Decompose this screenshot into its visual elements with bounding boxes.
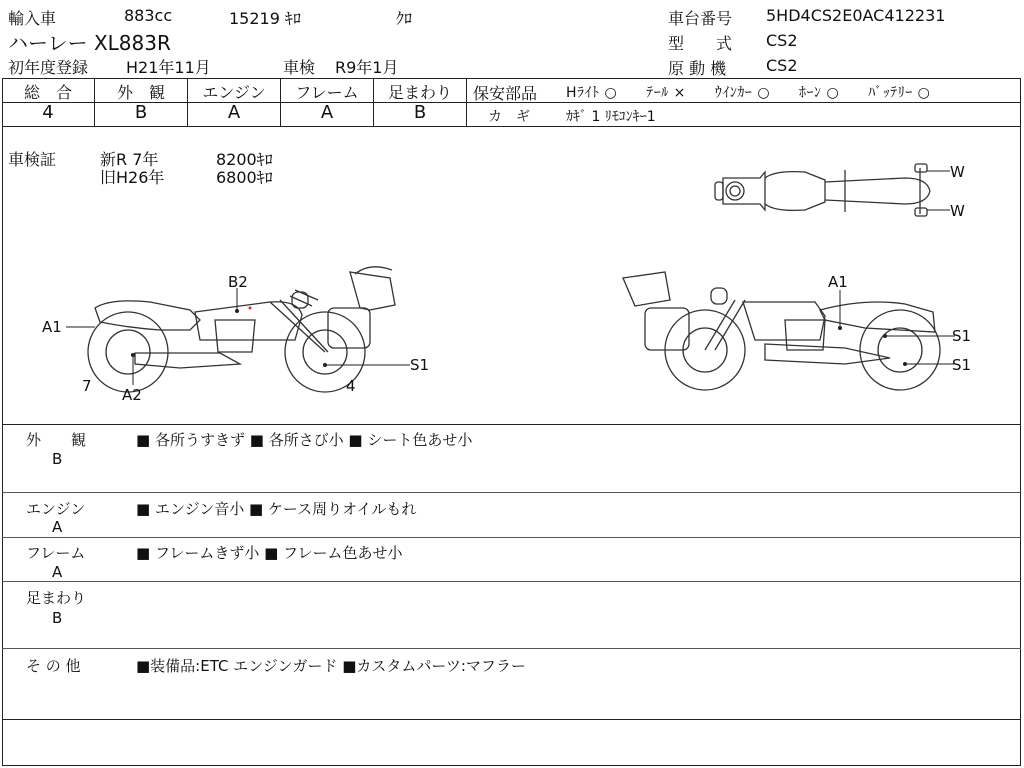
type-label: 型 式: [668, 34, 733, 53]
first-registration-label: 初年度登録: [8, 58, 89, 77]
section-other-notes: ■装備品:ETC エンジンガード ■カスタムパーツ:マフラー: [136, 657, 526, 675]
mark-left-a1: A1: [42, 318, 62, 336]
grade-value-exterior: B: [134, 102, 148, 123]
first-registration-value: H21年11月: [126, 58, 211, 77]
cert-old-label: 旧H26年: [100, 168, 165, 187]
model-name: ハーレー XL883R: [8, 31, 171, 55]
chassis-value: 5HD4CS2E0AC412231: [766, 6, 946, 25]
section-suspension-grade: B: [52, 609, 63, 627]
cert-old-value: 6800ｷﾛ: [216, 168, 273, 187]
grade-value-frame: A: [320, 102, 334, 123]
inspection-label: 車検: [283, 58, 316, 77]
motorcycle-right-diagram: [615, 260, 955, 400]
engine-value: CS2: [766, 56, 798, 75]
grade-value-overall: 4: [42, 102, 54, 123]
mark-right-a1: A1: [828, 273, 848, 291]
grade-value-engine: A: [227, 102, 241, 123]
section-exterior-grade: B: [52, 450, 63, 468]
section-exterior-notes: ■ 各所うすきず ■ 各所さび小 ■ シート色あせ小: [136, 431, 473, 449]
section-suspension-label: 足まわり: [26, 589, 87, 607]
mark-right-s1-lower: S1: [952, 356, 972, 374]
grade-label-exterior: 外 観: [116, 83, 165, 102]
grade-value-suspension: B: [413, 102, 427, 123]
diagram-bottom-line: [2, 424, 1021, 425]
key-value: ｶｷﾞ 1 ﾘﾓｺﾝｷｰ1: [566, 109, 656, 125]
section-engine-notes: ■ エンジン音小 ■ ケース周りオイルもれ: [136, 500, 417, 518]
grade-bottom: [2, 126, 1021, 127]
mark-left-7: 7: [82, 377, 92, 395]
color: ｸﾛ: [396, 9, 413, 28]
mark-left-4: 4: [346, 377, 356, 395]
type-value: CS2: [766, 31, 798, 50]
mark-left-b2: B2: [228, 273, 248, 291]
grade-label-frame: フレーム: [295, 83, 359, 102]
mileage: 15219 ｷﾛ: [229, 9, 301, 28]
inspection-value: R9年1月: [335, 58, 399, 77]
section-frame-notes: ■ フレームきず小 ■ フレーム色あせ小: [136, 544, 403, 562]
grade-label-suspension: 足まわり: [387, 83, 452, 102]
mark-right-s1-upper: S1: [952, 327, 972, 345]
mark-left-a2: A2: [122, 386, 142, 404]
import-label: 輸入車: [8, 9, 57, 28]
mark-top-w-upper: W: [950, 163, 965, 181]
section-frame-grade: A: [52, 563, 63, 581]
mark-top-w-lower: W: [950, 202, 965, 220]
cert-new-label: 新R 7年: [100, 150, 159, 169]
safety-label: 保安部品: [473, 84, 538, 103]
cert-label: 車検証: [8, 150, 57, 169]
cert-new-value: 8200ｷﾛ: [216, 150, 273, 169]
safety-items: Hﾗｲﾄ ○ ﾃｰﾙ × ｳｲﾝｶｰ ○ ﾎｰﾝ ○ ﾊﾞｯﾃﾘｰ ○: [566, 85, 931, 101]
section-engine-label: エンジン: [26, 500, 86, 518]
safety-divider: [468, 102, 1021, 103]
displacement: 883cc: [124, 6, 173, 25]
chassis-label: 車台番号: [668, 9, 733, 28]
section-frame-label: フレーム: [26, 544, 86, 562]
mark-left-s1: S1: [410, 356, 430, 374]
grade-label-overall: 総 合: [23, 83, 72, 102]
section-engine-grade: A: [52, 518, 63, 536]
engine-label: 原 動 機: [668, 59, 727, 78]
key-label: カ ギ: [488, 109, 530, 125]
motorcycle-top-diagram: [705, 160, 965, 220]
section-other-label: そ の 他: [26, 657, 81, 675]
grade-label-engine: エンジン: [202, 83, 266, 102]
section-exterior-label: 外 観: [26, 431, 87, 449]
